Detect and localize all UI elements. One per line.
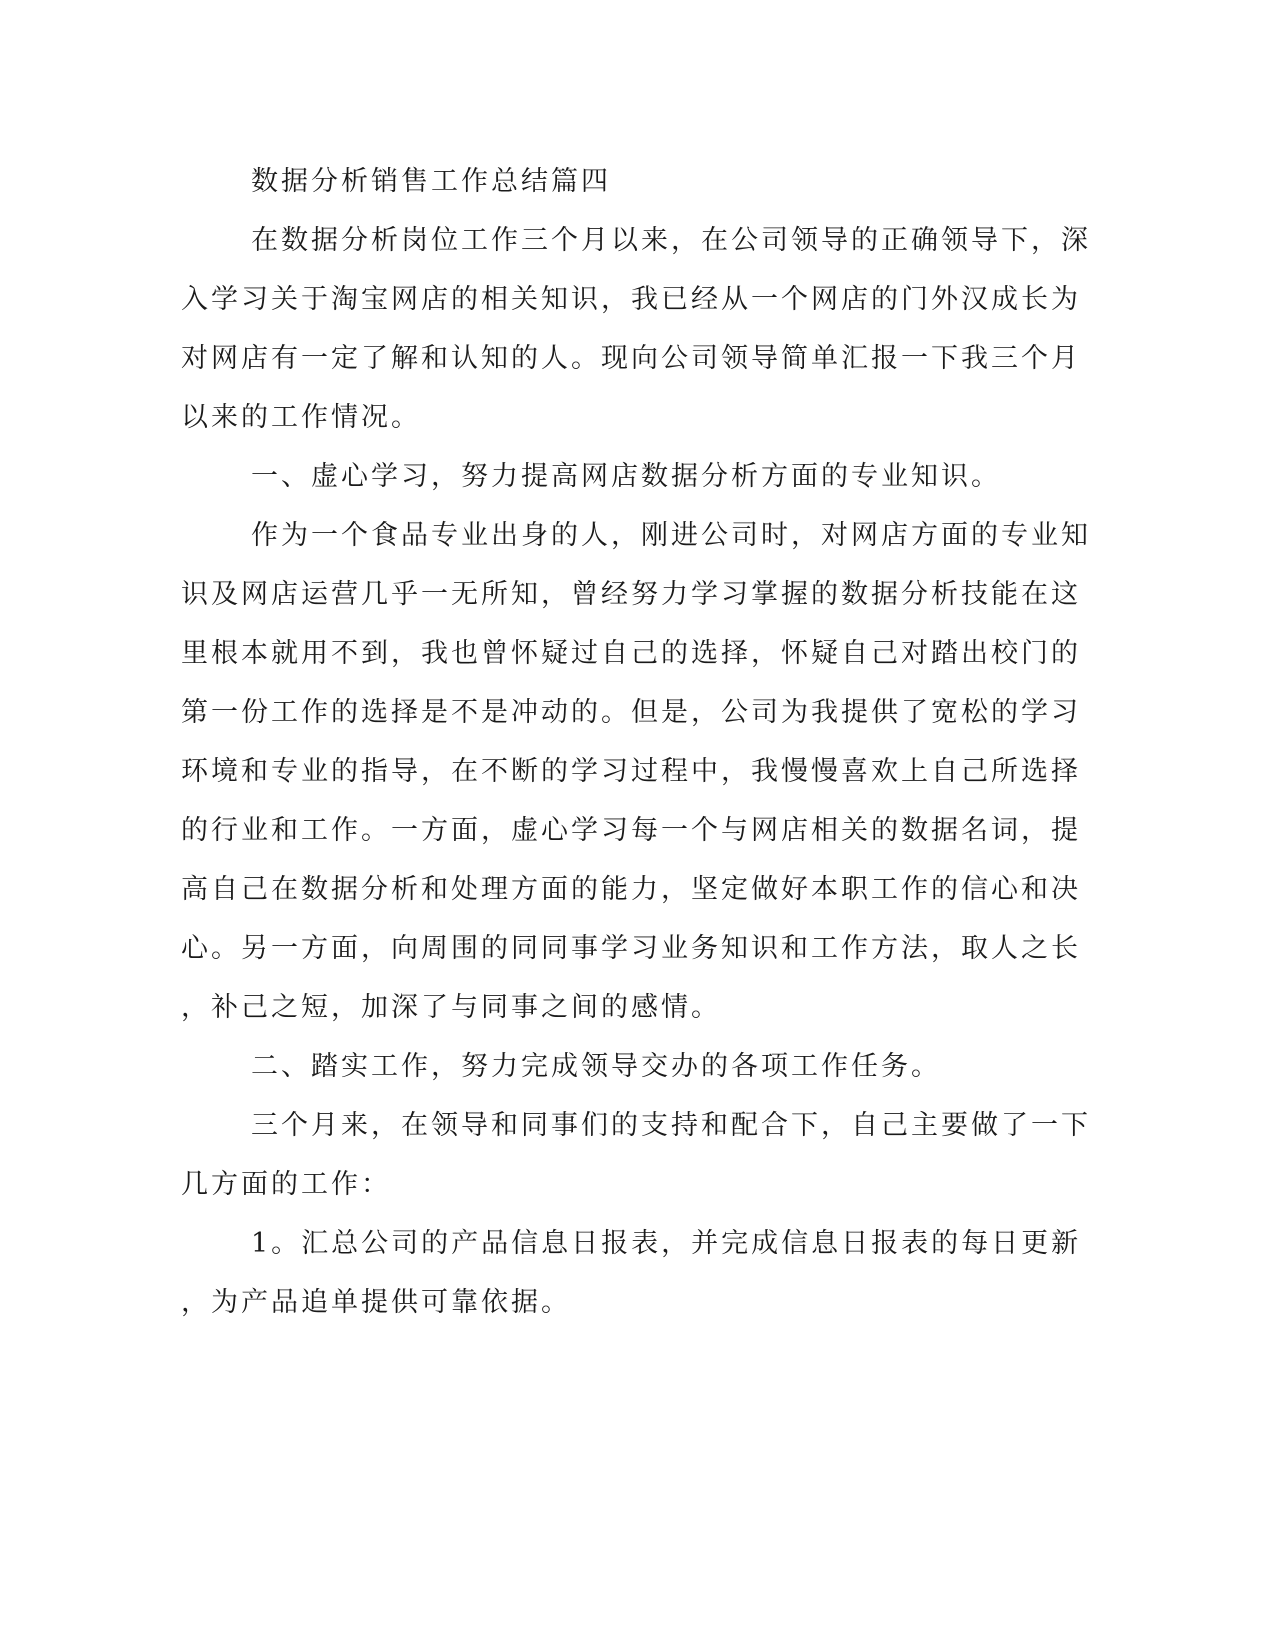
- list-item-line: 1。汇总公司的产品信息日报表，并完成信息日报表的每日更新: [251, 1228, 1082, 1259]
- section-heading: 二、踏实工作，努力完成领导交办的各项工作任务。: [251, 1051, 941, 1082]
- paragraph-line: 对网店有一定了解和认知的人。现向公司领导简单汇报一下我三个月: [181, 343, 1081, 374]
- paragraph-line: 在数据分析岗位工作三个月以来，在公司领导的正确领导下，深: [251, 225, 1091, 256]
- paragraph-line: 几方面的工作：: [181, 1169, 391, 1200]
- list-item-line: ，为产品追单提供可靠依据。: [181, 1287, 571, 1318]
- paragraph-line: 心。另一方面，向周围的同同事学习业务知识和工作方法，取人之长: [181, 933, 1081, 964]
- paragraph-line: 以来的工作情况。: [181, 402, 421, 433]
- paragraph-line: 作为一个食品专业出身的人，刚进公司时，对网店方面的专业知: [251, 520, 1091, 551]
- paragraph-line: ，补己之短，加深了与同事之间的感情。: [181, 992, 721, 1023]
- paragraph-line: 环境和专业的指导，在不断的学习过程中，我慢慢喜欢上自己所选择: [181, 756, 1081, 787]
- paragraph-line: 里根本就用不到，我也曾怀疑过自己的选择，怀疑自己对踏出校门的: [181, 638, 1081, 669]
- paragraph-line: 高自己在数据分析和处理方面的能力，坚定做好本职工作的信心和决: [181, 874, 1081, 905]
- document-title: 数据分析销售工作总结篇四: [251, 166, 611, 197]
- paragraph-line: 第一份工作的选择是不是冲动的。但是，公司为我提供了宽松的学习: [181, 697, 1081, 728]
- paragraph-line: 入学习关于淘宝网店的相关知识，我已经从一个网店的门外汉成长为: [181, 284, 1081, 315]
- paragraph-line: 识及网店运营几乎一无所知，曾经努力学习掌握的数据分析技能在这: [181, 579, 1081, 610]
- document-body: [181, 152, 1091, 1332]
- paragraph-line: 的行业和工作。一方面，虚心学习每一个与网店相关的数据名词，提: [181, 815, 1081, 846]
- section-heading: 一、虚心学习，努力提高网店数据分析方面的专业知识。: [251, 461, 1001, 492]
- paragraph-line: 三个月来，在领导和同事们的支持和配合下，自己主要做了一下: [251, 1110, 1091, 1141]
